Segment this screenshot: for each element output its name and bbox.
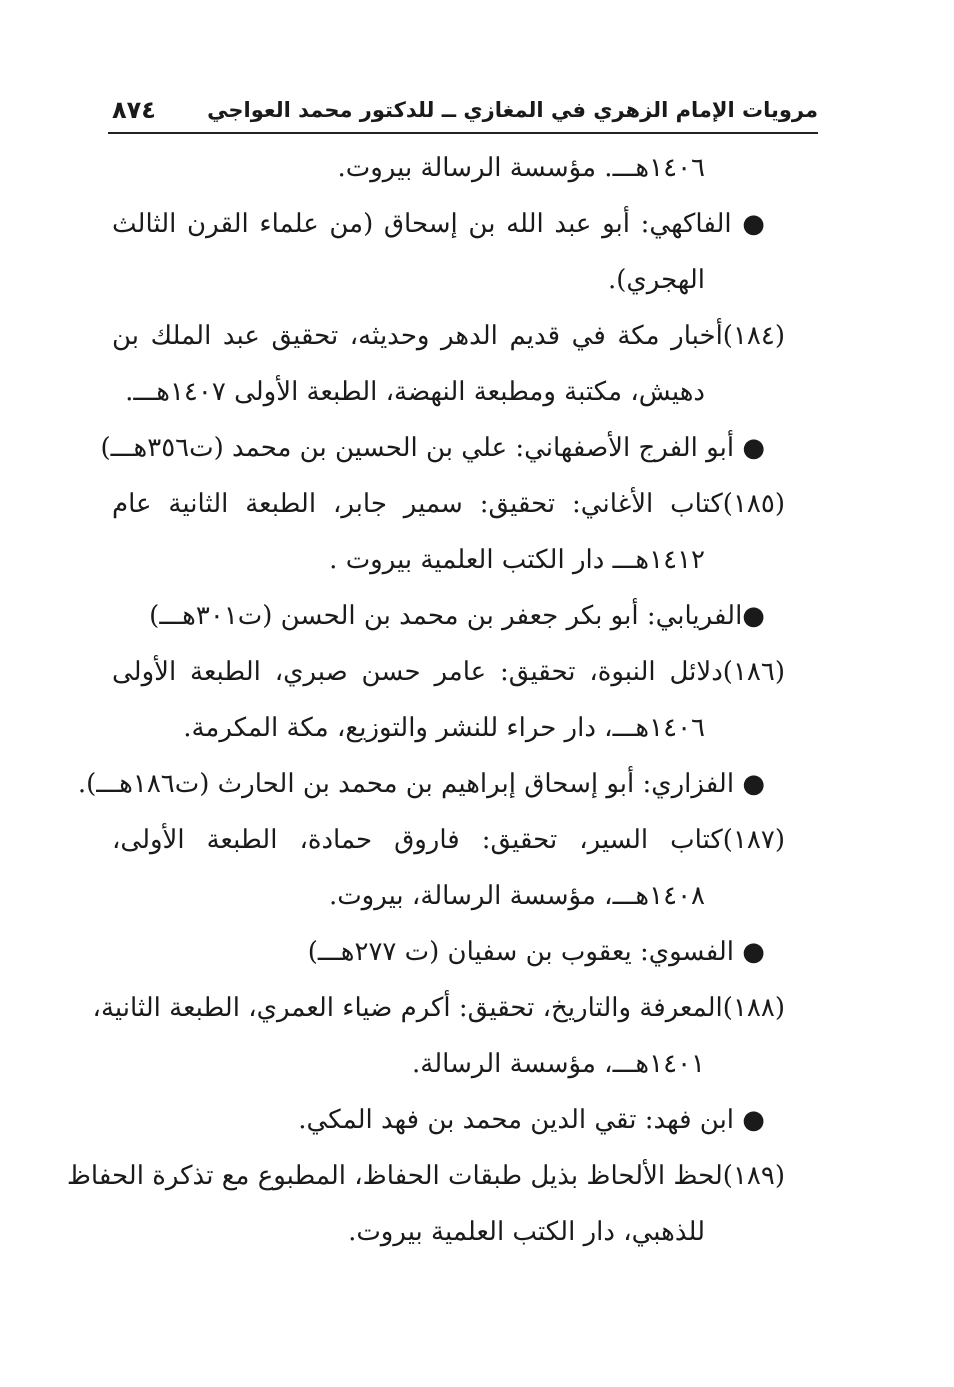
page-body (66, 140, 785, 1260)
text-line: ١٤٠١هـــ، مؤسسة الرسالة. (412, 1049, 705, 1079)
text-line: ١٤١٢هـــ دار الكتب العلمية بيروت . (329, 545, 705, 575)
bullet-entry-line: ● ابن فهد: تقي الدين محمد بن فهد المكي. (298, 1105, 765, 1135)
text-line: (١٨٧)كتاب السير، تحقيق: فاروق حمادة، الطبعة الأولى، (112, 825, 785, 855)
header-title: مرويات الإمام الزهري في المغازي ــ للدكتور محمد العواجي (207, 98, 818, 122)
running-header (108, 92, 818, 134)
bullet-entry-line: ●الفريابي: أبو بكر جعفر بن محمد بن الحسن (ت٣٠١هـــ) (149, 601, 765, 631)
text-line: ١٤٠٦هـــ، دار حراء للنشر والتوزيع، مكة المكرمة. (183, 713, 705, 743)
text-line: (١٨٤)أخبار مكة في قديم الدهر وحديثه، تحقيق عبد الملك بن (112, 321, 785, 351)
page-number: ٨٧٤ (112, 96, 156, 124)
text-line: (١٨٨)المعرفة والتاريخ، تحقيق: أكرم ضياء العمري، الطبعة الثانية، (92, 993, 785, 1023)
text-line: للذهبي، دار الكتب العلمية بيروت. (348, 1217, 705, 1247)
text-line: (١٨٥)كتاب الأغاني: تحقيق: سمير جابر، الطبعة الثانية عام (112, 489, 785, 519)
text-line: (١٨٦)دلائل النبوة، تحقيق: عامر حسن صبري، الطبعة الأولى (112, 657, 785, 687)
bullet-entry-line: ● الفزاري: أبو إسحاق إبراهيم بن محمد بن الحارث (ت١٨٦هـــ). (77, 769, 765, 799)
text-line: ١٤٠٦هـــ. مؤسسة الرسالة بيروت. (337, 153, 705, 183)
bullet-entry-line: ● الفاكهي: أبو عبد الله بن إسحاق (من علماء القرن الثالث (112, 209, 765, 239)
text-line: دهيش، مكتبة ومطبعة النهضة، الطبعة الأولى ١٤٠٧هـــ. (125, 377, 705, 407)
bullet-entry-line: ● أبو الفرج الأصفهاني: علي بن الحسين بن محمد (ت٣٥٦هـــ) (100, 433, 765, 463)
text-line: (١٨٩)لحظ الألحاظ بذيل طبقات الحفاظ، المطبوع مع تذكرة الحفاظ (66, 1161, 785, 1191)
text-line: ١٤٠٨هـــ، مؤسسة الرسالة، بيروت. (328, 881, 705, 911)
bullet-entry-line: ● الفسوي: يعقوب بن سفيان (ت ٢٧٧هـــ) (307, 937, 765, 967)
text-line: الهجري). (607, 265, 705, 295)
